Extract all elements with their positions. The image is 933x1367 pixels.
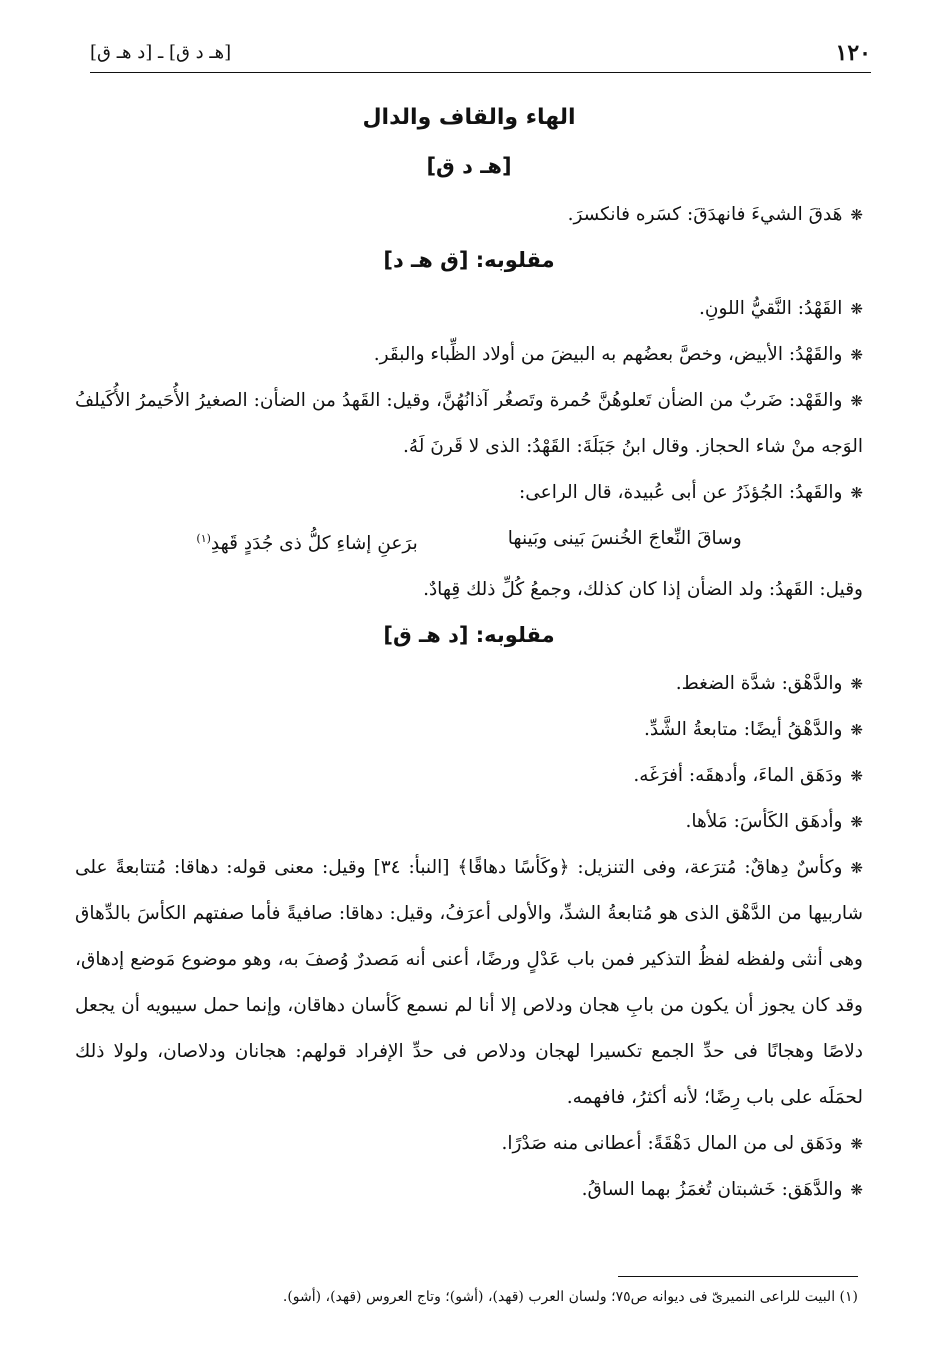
dictionary-entry xyxy=(75,470,863,516)
entry-text: والدَّهْق: شدَّة الضغط. xyxy=(675,673,843,695)
dictionary-entry xyxy=(75,378,863,470)
dictionary-entry xyxy=(75,1121,863,1167)
dictionary-entry xyxy=(75,845,863,1121)
dictionary-entry xyxy=(75,1167,863,1213)
asterisk-flower-icon: ❋ xyxy=(850,206,863,224)
dictionary-entry xyxy=(75,661,863,707)
entry-text: والدَّهْقُ أيضًا: متابعةُ الشَّدِّ. xyxy=(643,719,843,741)
verse-second-hemistich xyxy=(196,516,417,567)
asterisk-flower-icon: ❋ xyxy=(850,675,863,694)
dictionary-entry xyxy=(75,799,863,845)
dictionary-entry xyxy=(75,286,863,332)
verse-first-hemistich: وساقَ النِّعاجَ الخُنسَ بَينى وبَينها xyxy=(507,528,742,549)
asterisk-flower-icon: ❋ xyxy=(850,1135,863,1154)
dictionary-entry xyxy=(75,707,863,753)
asterisk-flower-icon: ❋ xyxy=(850,392,863,410)
asterisk-flower-icon: ❋ xyxy=(850,767,863,786)
page-body xyxy=(75,96,863,1213)
entry-text: وأدهَق الكَأسَ: مَلأها. xyxy=(685,811,843,833)
page-header xyxy=(90,40,871,70)
asterisk-flower-icon: ❋ xyxy=(850,1181,863,1200)
asterisk-flower-icon: ❋ xyxy=(850,721,863,740)
asterisk-flower-icon: ❋ xyxy=(850,484,863,502)
dictionary-entry xyxy=(75,753,863,799)
paragraph: وقيل: القَهدُ: ولد الضأن إذا كان كذلك، وجمعُ كُلِّ ذلك قِهادٌ. xyxy=(423,579,863,601)
header-rule xyxy=(90,72,871,73)
entry-text: والدَّهَق: خَشبتان تُغمَزُ بهما الساقُ. xyxy=(581,1179,843,1201)
chapter-title: الهاء والقاف والدال xyxy=(362,105,576,130)
entry-text: والقَهْدُ: الأبيض، وخصَّ بعضُهم به البيضَ من أولاد الظِّباء والبقَر. xyxy=(373,344,843,365)
footnote-rule xyxy=(618,1276,858,1277)
entry-text: ودَهَق لى من المال دَهْقَةً: أعطانى منه صَدْرًا. xyxy=(501,1133,843,1155)
dictionary-entry xyxy=(75,332,863,378)
poetry-verse xyxy=(75,516,863,567)
entry-text: والقَهْد: ضَربٌ من الضأن تَعلوهُنَّ حُمرة وتَصغُر آذانُهُنَّ، وقيل: القَهدُ من الضأن: الصغيرُ الأُحَيمرُ الأُكَيلفُ الوَجه منْ شاء الحجاز. وقال ابنُ جَبَلَةَ: القَهْدُ: الذى لا قَرنَ لَهُ. xyxy=(75,390,863,457)
entry-text: والقَهدُ: الجُؤذَرُ عن أبى عُبيدة، قال الراعى: xyxy=(519,482,843,503)
footnote-marker: (١) xyxy=(196,532,211,545)
running-title: [هـ د ق] ـ [د هـ ق] xyxy=(90,42,232,63)
entry-text: القَهْدُ: النَّقيُّ اللونِ. xyxy=(698,298,843,319)
asterisk-flower-icon: ❋ xyxy=(850,346,863,364)
dictionary-entry xyxy=(75,192,863,238)
asterisk-flower-icon: ❋ xyxy=(850,813,863,832)
entry-text: وكأسٌ دِهاقٌ: مُترَعة، وفى التنزيل: ﴿وكَأسًا دهاقًا﴾ [النبأ: ٣٤] وقيل: معنى قوله: دهاقا: مُتتابعةً على شاربيها من الدَّهْق الذى هو مُتابعةُ الشدِّ، والأولى أعرَفُ، وقيل: دهاقا: صافيةً فأما صفتهم الكأسَ بالدِّهاق وهى أنثى ولفظه لفظُ التذكير فمن باب عَدْلٍ ورضًا، أعنى أنه مَصدرٌ وُصفَ به، وهو موضوع مَوضع إدهاق، وقد كان يجوز أن يكون من بابِ هجان ودلاص إلا أنا لم نسمع كَأسان دهاقان، وإنما حمل سيبويه أن يجعل دلاصًا وهجانًا فى حدِّ الجمع تكسيرا لهجان ودلاص فى حدِّ الإفراد قولهم: هجانان ودلاصان، ولولا ذلك لحمَلَه على باب رِضًا؛ لأنه أكثرُ، فافهمه. xyxy=(75,857,863,1109)
entry-text: هَدقَ الشيءَ فانهدَقَ: كسَره فانكسرَ. xyxy=(567,204,843,225)
asterisk-flower-icon: ❋ xyxy=(850,859,863,878)
verse-second-text: برَعنِ إشاءِ كلُّ ذى جُدَدٍ قَهدِ xyxy=(210,533,418,555)
footnote: (١) البيت للراعى النميرىّ فى ديوانه ص٧٥؛ ولسان العرب (قهد)، (أشو)؛ وتاج العروس (قهد)، (أشو). xyxy=(282,1289,858,1305)
page-number: ١٢٠ xyxy=(835,40,871,66)
entry-text: ودَهَق الماءَ، وأدهقَه: أفرَغَه. xyxy=(633,765,843,787)
root-heading: مقلوبه: [ق هـ د] xyxy=(383,248,555,272)
root-heading: مقلوبه: [د هـ ق] xyxy=(383,623,555,648)
asterisk-flower-icon: ❋ xyxy=(850,300,863,318)
root-heading: [هـ د ق] xyxy=(426,154,512,178)
